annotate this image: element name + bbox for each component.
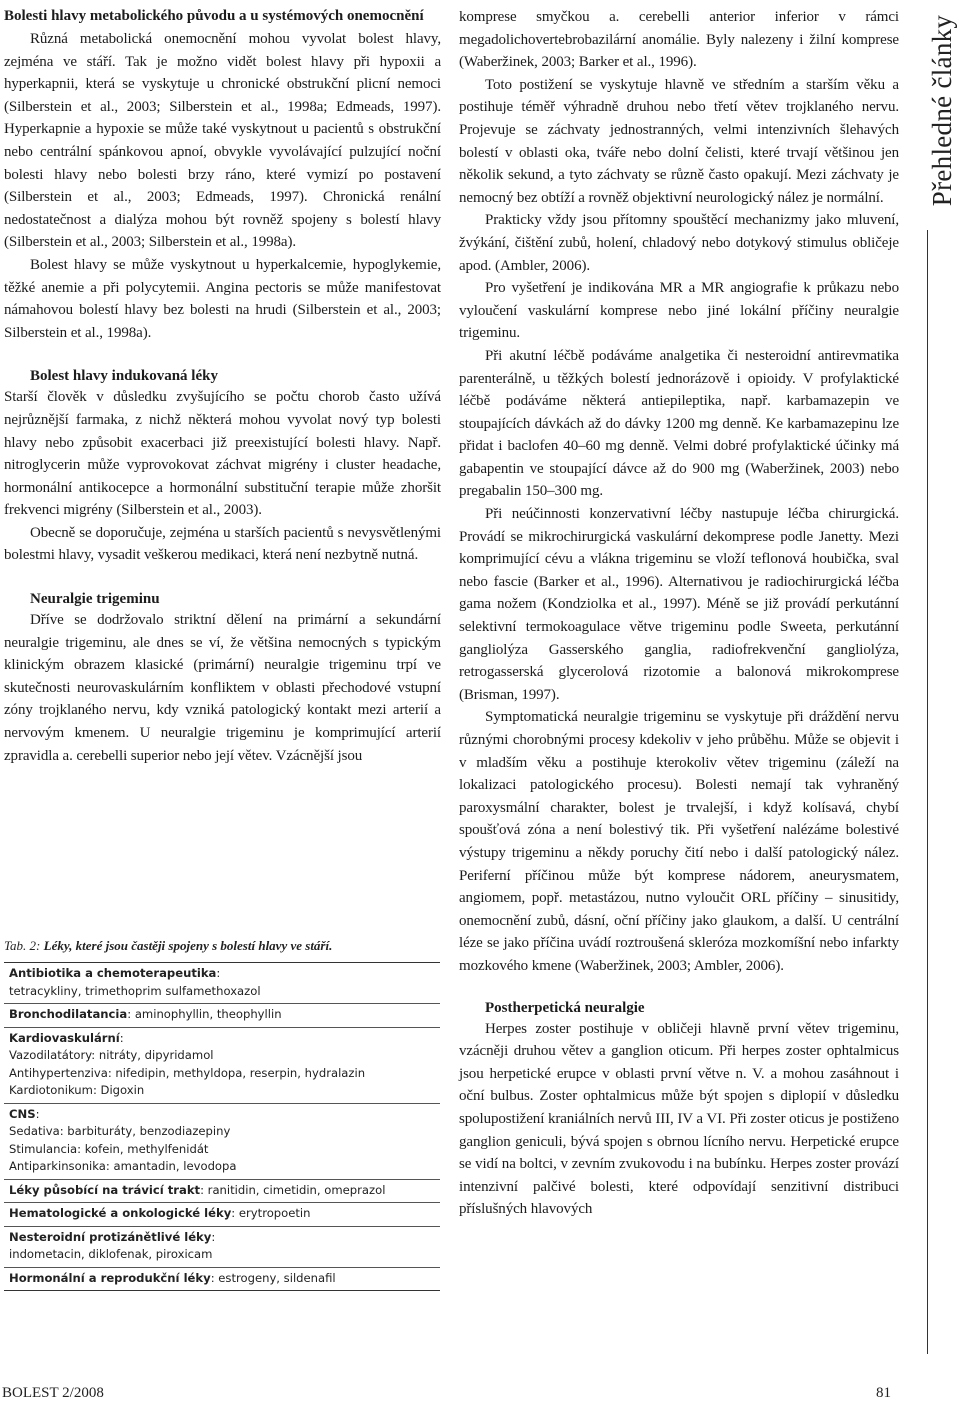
journal-issue: BOLEST 2/2008 [2, 1385, 104, 1401]
table-row-category: Nesteroidní protizánětlivé léky [9, 1229, 212, 1244]
table-row: Hormonální a reprodukční léky: estrogeny, sildenafil [9, 1270, 336, 1285]
table-caption [4, 938, 332, 954]
right-column [459, 6, 899, 1221]
table-row: CNS: Sedativa: barbituráty, benzodiazepiny Stimulancia: kofein, methylfenidát Antiparkinsonika: amantadin, levodopa [4, 1104, 440, 1180]
paragraph: Různá metabolická onemocnění mohou vyvolat bolest hlavy, zejména ve stáří. Tak je možno vidět bolest hlavy při hypoxii a hyperkapnii, která se vyskytuje u chronické obstrukční plicní nemoci (Silberstein et al., 2003; Silberstein et al., 1998a; Edmeads, 1997). Hyperkapnie a hypoxie se může také vyskytnout u pacientů s obstrukční nebo centrální spánkovou apnoí, obvykle vyvolávající pulzující noční bolesti hlavy nebo bolesti brzy ráno, které vymizí po postavení (Silberstein et al., 2003; Edmeads, 1997). Chronická renální nedostatečnost a dialýza mohou být rovněž spojeny s bolestí hlavy (Silberstein et al., 2003; Silberstein et al., 1998a). [4, 31, 441, 251]
page-number: 81 [876, 1385, 891, 1401]
paragraph: Starší člověk v důsledku zvyšujícího se počtu chorob často užívá nejrůznější farmaka, z nichž některá mohou vyvolat nový typ bolesti hlavy nebo způsobit exacerbaci již preexistující bolesti hlavy. Např. nitroglycerin může vyprovokovat záchvat migrény i cluster headache, hormonální antikocepce a hormonální substituční terapie může zhoršit frekvenci migrény (Silberstein et al., 2003). [4, 389, 441, 519]
table-caption-text: Léky, které jsou častěji spojeny s bolestí hlavy ve stáří. [43, 938, 333, 953]
paragraph: Dříve se dodržovalo striktní dělení na primární a sekundární neuralgie trigeminu, ale dnes se ví, že většina nemocných s typickým klinickým obrazem klasické (primární) neuralgie trigeminu trpí ve skutečnosti neurovaskulárním konfliktem v oblasti přechodové vstupní zóny trojklaného nervu, kdy vzniká patologický kontakt mezi arterií a nervovým kmenem. U neuralgie trigeminu je komprimující arterií zpravidla a. cerebelli superior nebo její větev. Vzácnější jsou [4, 612, 441, 764]
heading-metabolic: Bolesti hlavy metabolického původu a u systémových onemocnění [4, 8, 424, 24]
table-row-drugs: aminophyllin, theophyllin [134, 1007, 282, 1021]
heading-trigeminal-neuralgia: Neuralgie trigeminu [30, 591, 160, 608]
table-row-drugs: erytropoetin [238, 1206, 311, 1220]
side-rule [927, 230, 928, 1354]
table-row-category: CNS [9, 1106, 36, 1121]
section-side-title [925, 0, 959, 225]
table-row-drugs: Antihypertenziva: nifedipin, methyldopa, reserpin, hydralazin [9, 1065, 366, 1080]
table-row: Léky působící na trávicí trakt: ranitidin, cimetidin, omeprazol [4, 1180, 440, 1204]
table-row-drugs: estrogeny, sildenafil [218, 1270, 336, 1285]
table-row: Kardiovaskulární: Vazodilatátory: nitráty, dipyridamol Antihypertenziva: nifedipin, methyldopa, reserpin, hydralazin Kardiotonikum: Digoxin [4, 1028, 440, 1104]
paragraph: komprese smyčkou a. cerebelli anterior inferior v rámci megadolichovertebrobazilární anomálie. Byly nalezeny i žilní komprese (Waberžinek, 2003; Barker et al., 1996). [459, 9, 899, 71]
table-row-drugs: Kardiotonikum: Digoxin [9, 1083, 145, 1097]
table-row-category: Léky působící na trávicí trakt [9, 1182, 201, 1197]
table-row-drugs: Stimulancia: kofein, methylfenidát [9, 1141, 209, 1156]
table-row-drugs: indometacin, diklofenak, piroxicam [9, 1247, 213, 1261]
paragraph: Obecně se doporučuje, zejména u starších pacientů s nevysvětlenými bolestmi hlavy, vysadit veškerou medikaci, která není nezbytně nutná. [4, 524, 441, 564]
paragraph: Herpes zoster postihuje v obličeji hlavně první větev trigeminu, vzácněji druhou větev a ganglion oticum. Při herpes zoster ophtalmicus jsou herpetické erupce v oblasti první větve n. V. a mohou zasáhnout i oční bulbus. Zoster ophtalmicus může být spojen s diplopií v důsledku spolupostižení kraniálních nervů III, IV a VI. Při zoster oticus je postiženo ganglion geniculi, bývá spojen s obrnou lícního nervu. Herpetické erupce se vidí na boltci, v zevním zvukovodu i na bubínku. Herpes zoster provází intenzivní palčivé bolesti, které odpovídají senzitivní distribuci příslušných hlavových [459, 1020, 899, 1218]
heading-postherpetic-neuralgia: Postherpetická neuralgie [485, 999, 645, 1016]
table-row: Hematologické a onkologické léky: erytropoetin [4, 1203, 440, 1227]
paragraph: Při akutní léčbě podáváme analgetika či nesteroidní antirevmatika parenterálně, u těžkých bolestí jednorázově i opioidy. V profylaktické léčbě podáváme některá antiepileptika, např. karbamazepin ve stoupajících dávkách až do dávky 1200 mg denně. Ke karbamazepinu lze přidat i baclofen 40–60 mg denně. Velmi dobré profylaktické účinky má gabapentin ve stoupající dávce až do 900 mg (Waberžinek, 2003) nebo pregabalin 150–300 mg. [459, 347, 899, 500]
paragraph: Symptomatická neuralgie trigeminu se vyskytuje při dráždění nervu různými chorobnými procesy kdekoliv v jeho průběhu. Může se objevit i v mladším věku a postihuje kterokoliv větev trigeminu (záleží na lokalizaci patologického procesu). Bolesti nemají tak vyhraněný paroxysmální charakter, bolest je trvalejší, i když kolísavá, chybí spoušťová zóna a není bolestivý tik. Při vyšetření nalézáme bolestivé výstupy trigeminu a někdy poruchy čití nebo i další patologický nález. Periferní příčinou může být komprese nádorem, aneurysmatem, angiomem, popř. metastázou, nutno vyloučit ORL příčiny – sinusitidy, onemocnění zubů, dásní, oční příčiny jako glaukom, a další. U centrální léze se jako příčina uvádí roztroušená skleróza mozkomíšní nebo infarkty mozkového kmene (Waberžinek, 2003; Ambler, 2006). [459, 709, 899, 974]
table-row-category: Antibiotika a chemoterapeutika [9, 966, 217, 980]
table-row-drugs: Sedativa: barbituráty, benzodiazepiny [9, 1124, 231, 1138]
table-row: Nesteroidní protizánětlivé léky: indometacin, diklofenak, piroxicam [4, 1227, 440, 1268]
left-column [4, 6, 441, 767]
paragraph: Toto postižení se vyskytuje hlavně ve středním a starším věku a postihuje téměř výhradně druhou nebo třetí větev trojklaného nervu. Projevuje se záchvaty jednostranných, velmi intenzivních šlehavých bolestí v oblasti oka, tváře nebo dolní čelisti, které trvají většinou jen několik sekund, a tyto záchvaty se různě často opakují. Mezi záchvaty je nemocný bez obtíží a rovněž objektivní neurologický nález je normální. [459, 76, 899, 206]
table-row-drugs: Vazodilatátory: nitráty, dipyridamol [9, 1048, 214, 1062]
side-title-text: Přehledné články [927, 14, 957, 207]
heading-drug-induced: Bolest hlavy indukovaná léky [30, 368, 218, 385]
paragraph: Bolest hlavy se může vyskytnout u hyperkalcemie, hypoglykemie, těžké anemie a při polycytemii. Angina pectoris se může manifestovat námahovou bolestí hlavy bez bolesti na hrudi (Silberstein et al., 2003; Silberstein et al., 1998a). [4, 256, 441, 341]
table-row: Antibiotika a chemoterapeutika: tetracykliny, trimethoprim sulfamethoxazol [4, 963, 440, 1004]
paragraph: Při neúčinnosti konzervativní léčby nastupuje léčba chirurgická. Provádí se mikrochirurgická vaskulární dekomprese podle Janetty. Mezi komprimující cévu a vlákna trigeminu se vloží teflonová houbička, sval nebo fascie (Barker et al., 1996). Alternativou je radiochirurgická léčba gama nožem (Kondziolka et al., 1997). Méně se již provádí perkutánní selektivní termokoagulace větve trigeminu podle Sweeta, perkutánní gangliolýza Gasserského ganglia, radiofrekvenční gangliolýza, retrogasserská glycerolová rizotomie a balonová mikrokomprese (Brisman, 1997). [459, 506, 899, 703]
table-row-drugs: ranitidin, cimetidin, omeprazol [207, 1182, 386, 1197]
paragraph: Pro vyšetření je indikována MR a MR angiografie k průkazu nebo vyloučení vaskulární komprese nebo jiné lokální příčiny neuralgie trigeminu. [459, 280, 899, 342]
paragraph: Prakticky vždy jsou přítomny spouštěcí mechanizmy jako mluvení, žvýkání, čištění zubů, holení, chladový nebo dotykový stimulus obličeje apod. (Ambler, 2006). [459, 212, 899, 274]
table-row-category: Bronchodilatancia [9, 1007, 128, 1021]
table-row-category: Hematologické a onkologické léky [9, 1206, 232, 1220]
drug-table [4, 962, 440, 1291]
table-row-category: Hormonální a reprodukční léky [9, 1270, 211, 1285]
table-row-drugs: tetracykliny, trimethoprim sulfamethoxazol [9, 983, 261, 998]
table-row-drugs: Antiparkinsonika: amantadin, levodopa [9, 1159, 237, 1173]
table-row: Bronchodilatancia: aminophyllin, theophyllin [4, 1004, 440, 1028]
table-caption-prefix: Tab. 2: [4, 938, 41, 953]
table-row-category: Kardiovaskulární [9, 1030, 120, 1045]
